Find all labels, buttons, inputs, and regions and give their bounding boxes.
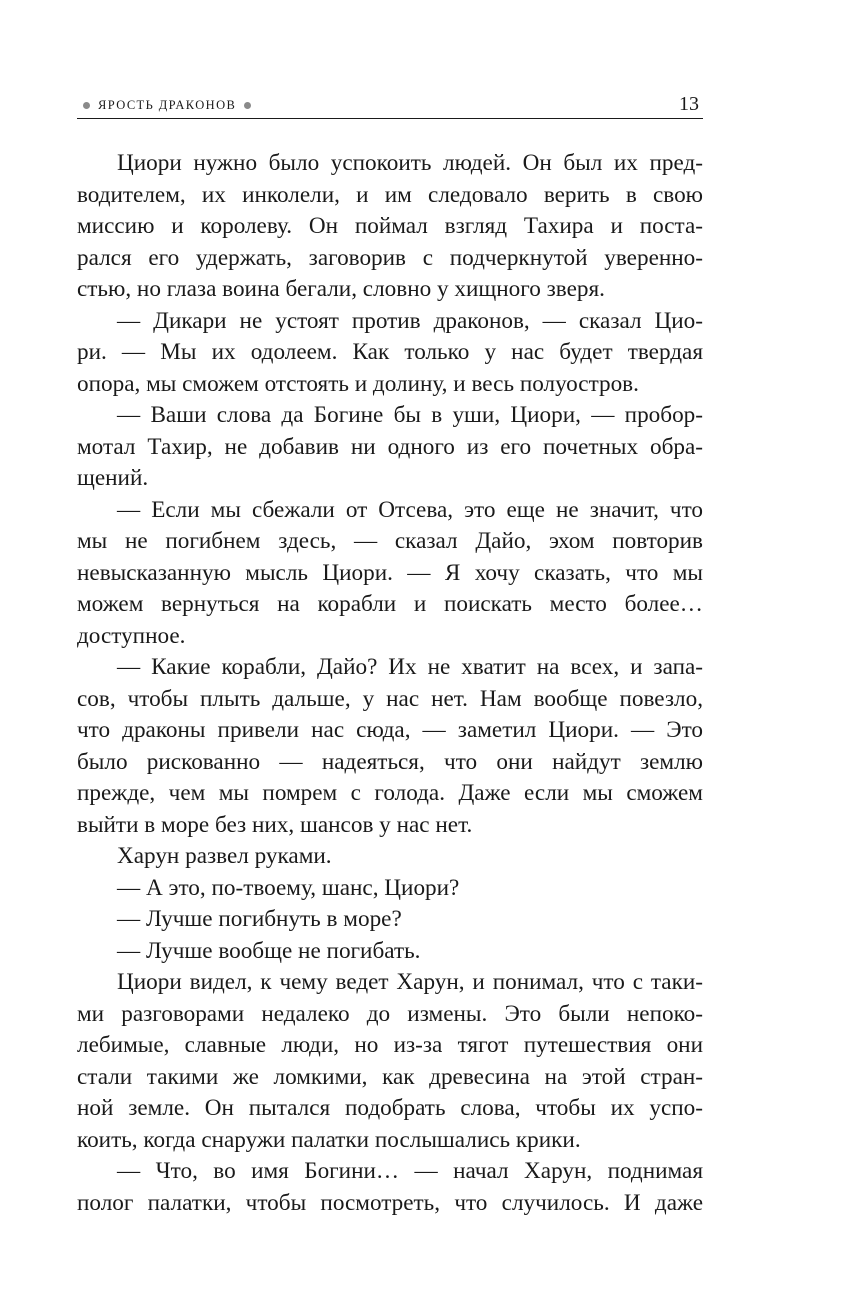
bullet-icon <box>83 102 90 109</box>
text-line: стали такими же ломкими, как древесина на этой стран- <box>77 1063 703 1090</box>
page-number: 13 <box>679 93 699 115</box>
text-line: — Что, во имя Богини… — начал Харун, поднимая <box>117 1158 703 1184</box>
text-line: ми разговорами недалеко до измены. Это были непоко- <box>77 1000 703 1027</box>
text-line: лебимые, славные люди, но из-за тягот путешествия они <box>77 1032 703 1058</box>
text-line: водителем, их инколели, и им следовало верить в свою <box>77 181 703 208</box>
text-line: — Лучше вообще не погибать. <box>117 937 421 964</box>
text-line: — Ваши слова да Богине бы в уши, Циори, — пробор- <box>117 402 703 428</box>
text-line: ри. — Мы их одолеем. Как только у нас будет твердая <box>77 339 703 365</box>
text-line: Циори видел, к чему ведет Харун, и понимал, что с таки- <box>117 969 703 995</box>
text-line: сов, чтобы плыть дальше, у нас нет. Нам вообще повезло, <box>77 685 703 712</box>
text-line: выйти в море без них, шансов у нас нет. <box>77 811 473 838</box>
text-line: — Если мы сбежали от Отсева, это еще не значит, что <box>117 496 703 523</box>
text-line: можем вернуться на корабли и поискать место более… <box>77 591 703 617</box>
text-line: стью, но глаза воина бегали, словно у хищного зверя. <box>77 276 605 302</box>
page-header <box>77 92 703 119</box>
text-line: рался его удержать, заговорив с подчеркнутой уверенно- <box>77 244 703 271</box>
text-line: мотал Тахир, не добавив ни одного из его почетных обра- <box>77 433 703 460</box>
text-line: коить, когда снаружи палатки послышались крики. <box>77 1126 581 1153</box>
text-line: невысказанную мысль Циори. — Я хочу сказать, что мы <box>77 559 703 586</box>
text-line: прежде, чем мы помрем с голода. Даже если мы сможем <box>77 780 703 806</box>
text-line: опора, мы сможем отстоять и долину, и весь полуостров. <box>77 370 639 397</box>
text-line: доступное. <box>77 622 186 649</box>
text-line: мы не погибнем здесь, — сказал Дайо, эхом повторив <box>77 528 703 554</box>
text-line: что драконы привели нас сюда, — заметил Циори. — Это <box>77 717 703 743</box>
bullet-icon <box>244 102 251 109</box>
text-line: Харун развел руками. <box>117 843 332 869</box>
text-line: миссию и королеву. Он поймал взгляд Тахира и поста- <box>77 213 703 239</box>
text-line: Циори нужно было успокоить людей. Он был их пред- <box>117 150 703 176</box>
running-title <box>83 98 251 113</box>
running-title-text: ЯРОСТЬ ДРАКОНОВ <box>98 98 237 112</box>
text-line: щений. <box>77 465 149 491</box>
text-line: — Какие корабли, Дайо? Их не хватит на всех, и запа- <box>117 654 703 680</box>
text-line: ной земле. Он пытался подобрать слова, чтобы их успо- <box>77 1095 703 1121</box>
text-line: — Лучше погибнуть в море? <box>117 906 402 932</box>
body-text <box>77 148 703 1219</box>
text-line: было рискованно — надеяться, что они найдут землю <box>77 748 703 775</box>
text-line: — Дикари не устоят против драконов, — сказал Цио- <box>117 307 703 334</box>
text-line: — А это, по-твоему, шанс, Циори? <box>117 874 460 901</box>
text-line: полог палатки, чтобы посмотреть, что случилось. И даже <box>77 1189 703 1216</box>
